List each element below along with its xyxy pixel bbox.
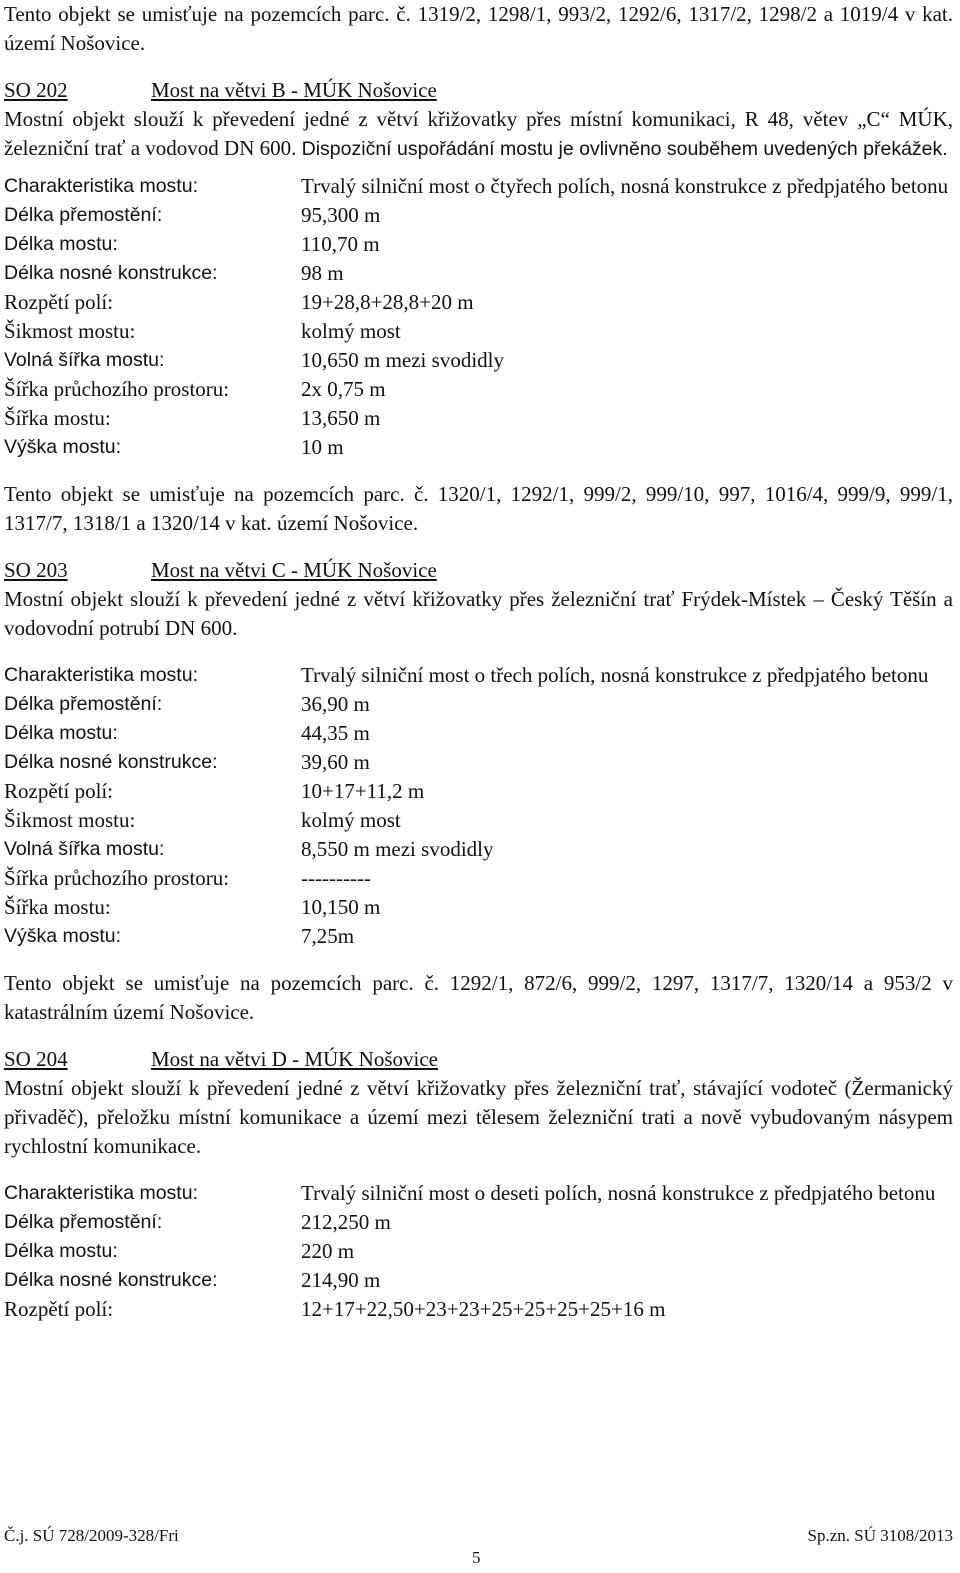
section-heading: [4, 1045, 953, 1074]
property-value: Trvalý silniční most o deseti polích, nosná konstrukce z předpjatého betonu: [301, 1181, 936, 1205]
property-value: 214,90 m: [301, 1268, 381, 1292]
property-row: [4, 1295, 953, 1324]
section-so-204: [4, 1045, 953, 1324]
section-heading: [4, 556, 953, 585]
property-label: Délka mostu:: [4, 233, 118, 255]
property-value: Trvalý silniční most o třech polích, nosná konstrukce z předpjatého betonu: [301, 663, 929, 687]
property-label: Délka přemostění:: [4, 693, 163, 715]
property-value: Trvalý silniční most o čtyřech polích, nosná konstrukce z předpjatého betonu: [301, 174, 949, 198]
property-label: Délka nosné konstrukce:: [4, 262, 218, 284]
property-value: 95,300 m: [301, 203, 381, 227]
property-value: 7,25m: [301, 924, 355, 948]
property-row: [4, 433, 953, 462]
bridge-properties-table: [4, 1179, 953, 1324]
property-row: [4, 922, 953, 951]
property-label: Šířka průchozího prostoru:: [4, 866, 230, 890]
property-row: [4, 317, 953, 346]
property-row: [4, 893, 953, 922]
property-row: [4, 1179, 953, 1208]
section-location-paragraph: Tento objekt se umisťuje na pozemcích parc. č. 1292/1, 872/6, 999/2, 1297, 1317/7, 1320/14 a 953/2 v katastrálním území Nošovice.: [4, 971, 953, 1024]
property-label: Délka nosné konstrukce:: [4, 751, 218, 773]
property-value: 2x 0,75 m: [301, 377, 386, 401]
property-row: [4, 806, 953, 835]
section-code: SO 203: [4, 558, 68, 582]
property-row: [4, 346, 953, 375]
property-value: kolmý most: [301, 808, 401, 832]
property-value: 39,60 m: [301, 750, 370, 774]
property-label: Charakteristika mostu:: [4, 1182, 198, 1204]
property-row: [4, 259, 953, 288]
section-so-202: [4, 76, 953, 538]
property-label: Výška mostu:: [4, 436, 122, 458]
property-value: 10 m: [301, 435, 344, 459]
property-value: 110,70 m: [301, 232, 380, 256]
property-row: [4, 404, 953, 433]
property-label: Šířka mostu:: [4, 406, 111, 430]
property-value: ----------: [301, 866, 371, 890]
property-value: 36,90 m: [301, 692, 370, 716]
property-value: 98 m: [301, 261, 344, 285]
property-label: Šikmost mostu:: [4, 319, 136, 343]
property-label: Výška mostu:: [4, 925, 122, 947]
property-label: Délka mostu:: [4, 1240, 118, 1262]
property-row: [4, 777, 953, 806]
intro-location-paragraph: Tento objekt se umisťuje na pozemcích parc. č. 1319/2, 1298/1, 993/2, 1292/6, 1317/2, 1298/2 a 1019/4 v kat. území Nošovice.: [4, 2, 953, 55]
section-location-paragraph: Tento objekt se umisťuje na pozemcích parc. č. 1320/1, 1292/1, 999/2, 999/10, 997, 1016/4, 999/9, 999/1, 1317/7, 1318/1 a 1320/14 v kat. území Nošovice.: [4, 482, 953, 535]
property-value: kolmý most: [301, 319, 401, 343]
reference-number: Č.j. SÚ 728/2009-328/Fri: [4, 1526, 179, 1545]
property-row: [4, 690, 953, 719]
property-value: 13,650 m: [301, 406, 381, 430]
property-row: [4, 1266, 953, 1295]
property-label: Šikmost mostu:: [4, 808, 136, 832]
property-value: 44,35 m: [301, 721, 370, 745]
property-value: 220 m: [301, 1239, 355, 1263]
section-heading: [4, 76, 953, 105]
property-label: Rozpětí polí:: [4, 1297, 114, 1321]
property-label: Délka nosné konstrukce:: [4, 1269, 218, 1291]
property-row: [4, 375, 953, 404]
section-description: [4, 105, 953, 164]
property-row: [4, 661, 953, 690]
section-so-203: [4, 556, 953, 1027]
property-value: 8,550 m mezi svodidly: [301, 837, 494, 861]
page-number: 5: [472, 1548, 481, 1567]
property-row: [4, 1208, 953, 1237]
property-label: Rozpětí polí:: [4, 290, 114, 314]
property-value: 212,250 m: [301, 1210, 391, 1234]
property-label: Volná šířka mostu:: [4, 349, 165, 371]
property-label: Šířka průchozího prostoru:: [4, 377, 230, 401]
property-row: [4, 288, 953, 317]
property-row: [4, 748, 953, 777]
section-title: Most na větvi C - MÚK Nošovice: [151, 558, 437, 582]
property-label: Délka přemostění:: [4, 1211, 163, 1233]
section-title: Most na větvi B - MÚK Nošovice: [151, 78, 437, 102]
bridge-properties-table: [4, 172, 953, 462]
property-row: [4, 835, 953, 864]
property-row: [4, 864, 953, 893]
file-mark: Sp.zn. SÚ 3108/2013: [807, 1526, 953, 1545]
section-code: SO 204: [4, 1047, 68, 1071]
bridge-properties-table: [4, 661, 953, 951]
property-label: Charakteristika mostu:: [4, 175, 198, 197]
property-row: [4, 719, 953, 748]
property-label: Délka mostu:: [4, 722, 118, 744]
property-value: 10,150 m: [301, 895, 381, 919]
description-text: Mostní objekt slouží k převedení jedné z větví křižovatky přes místní komunikaci, R 48, větev „C“ MÚK, železniční trať a vodovod DN 600.: [4, 107, 953, 160]
property-value: 12+17+22,50+23+23+25+25+25+25+16 m: [301, 1297, 666, 1321]
description-note: Dispoziční uspořádání mostu je ovlivněno souběhem uvedených překážek.: [301, 138, 948, 160]
property-value: 19+28,8+28,8+20 m: [301, 290, 474, 314]
property-label: Délka přemostění:: [4, 204, 163, 226]
property-value: 10+17+11,2 m: [301, 779, 425, 803]
property-row: [4, 201, 953, 230]
section-title: Most na větvi D - MÚK Nošovice: [151, 1047, 438, 1071]
property-label: Charakteristika mostu:: [4, 664, 198, 686]
property-value: 10,650 m mezi svodidly: [301, 348, 504, 372]
property-row: [4, 172, 953, 201]
section-description: Mostní objekt slouží k převedení jedné z větví křižovatky přes železniční trať Frýdek-Místek – Český Těšín a vodovodní potrubí DN 600.: [4, 587, 953, 640]
property-label: Šířka mostu:: [4, 895, 111, 919]
property-row: [4, 230, 953, 259]
property-label: Rozpětí polí:: [4, 779, 114, 803]
property-row: [4, 1237, 953, 1266]
section-description: Mostní objekt slouží k převedení jedné z větví křižovatky přes železniční trať, stávající vodoteč (Žermanický přivaděč), přeložku místní komunikace a území mezi tělesem železniční trati a nově vybudovaným násypem rychlostní komunikace.: [4, 1076, 953, 1158]
property-label: Volná šířka mostu:: [4, 838, 165, 860]
document-page: [4, 0, 953, 1324]
section-code: SO 202: [4, 78, 68, 102]
